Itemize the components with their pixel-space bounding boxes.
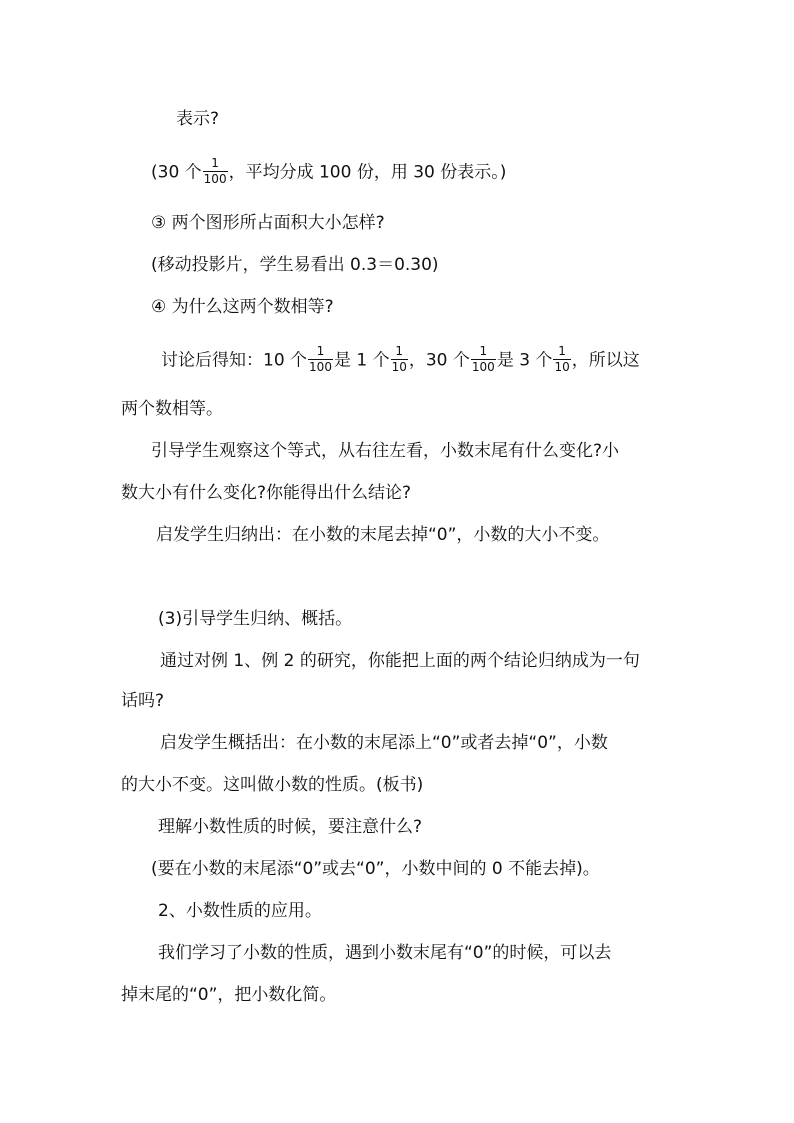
paragraph: (移动投影片，学生易看出 0.3＝0.30) <box>151 255 439 275</box>
paragraph: 两个数相等。 <box>121 399 223 419</box>
text-run: ，30 个 <box>408 350 470 371</box>
paragraph: 掉末尾的“0”，把小数化简。 <box>121 985 337 1005</box>
paragraph: 启发学生概括出：在小数的末尾添上“0”或者去掉“0”，小数 <box>160 733 608 753</box>
paragraph: 话吗? <box>121 691 165 711</box>
paragraph: ③ 两个图形所占面积大小怎样? <box>151 213 385 233</box>
text-run: ，所以这 <box>571 350 640 371</box>
text-run: 是 1 个 <box>333 350 390 371</box>
fraction-numerator: 1 <box>391 345 408 360</box>
fraction-denominator: 10 <box>391 360 407 374</box>
fraction-numerator: 1 <box>203 157 228 172</box>
paragraph: 表示? <box>176 109 220 129</box>
paragraph <box>151 158 506 187</box>
paragraph: 我们学习了小数的性质，遇到小数末尾有“0”的时候，可以去 <box>158 943 612 963</box>
paragraph: 启发学生归纳出：在小数的末尾去掉“0”，小数的大小不变。 <box>156 525 610 545</box>
fraction-denominator: 100 <box>309 360 332 374</box>
fraction-denominator: 100 <box>203 172 227 186</box>
paragraph <box>161 346 640 375</box>
text-run: 讨论后得知：10 个 <box>161 350 308 371</box>
text-run: ，平均分成 100 份，用 30 份表示。) <box>228 162 507 183</box>
fraction <box>553 345 570 374</box>
paragraph: 通过对例 1、例 2 的研究，你能把上面的两个结论归纳成为一句 <box>160 651 640 671</box>
fraction <box>471 345 496 374</box>
fraction-numerator: 1 <box>471 345 496 360</box>
paragraph: 引导学生观察这个等式，从右往左看，小数末尾有什么变化?小 <box>151 441 620 461</box>
text-run: (30 个 <box>151 162 202 183</box>
fraction-denominator: 10 <box>554 360 570 374</box>
fraction <box>203 157 228 186</box>
paragraph: 2、小数性质的应用。 <box>158 901 322 921</box>
paragraph: (要在小数的末尾添“0”或去“0”，小数中间的 0 不能去掉)。 <box>151 859 600 879</box>
fraction <box>391 345 408 374</box>
paragraph: ④ 为什么这两个数相等? <box>151 297 334 317</box>
paragraph: (3)引导学生归纳、概括。 <box>158 609 353 629</box>
fraction-denominator: 100 <box>471 360 495 374</box>
paragraph: 的大小不变。这叫做小数的性质。(板书) <box>121 775 424 795</box>
text-run: 是 3 个 <box>496 350 553 371</box>
paragraph: 数大小有什么变化?你能得出什么结论? <box>121 483 412 503</box>
fraction-numerator: 1 <box>308 345 333 360</box>
fraction-numerator: 1 <box>553 345 570 360</box>
paragraph: 理解小数性质的时候，要注意什么? <box>158 817 423 837</box>
fraction <box>308 345 333 374</box>
